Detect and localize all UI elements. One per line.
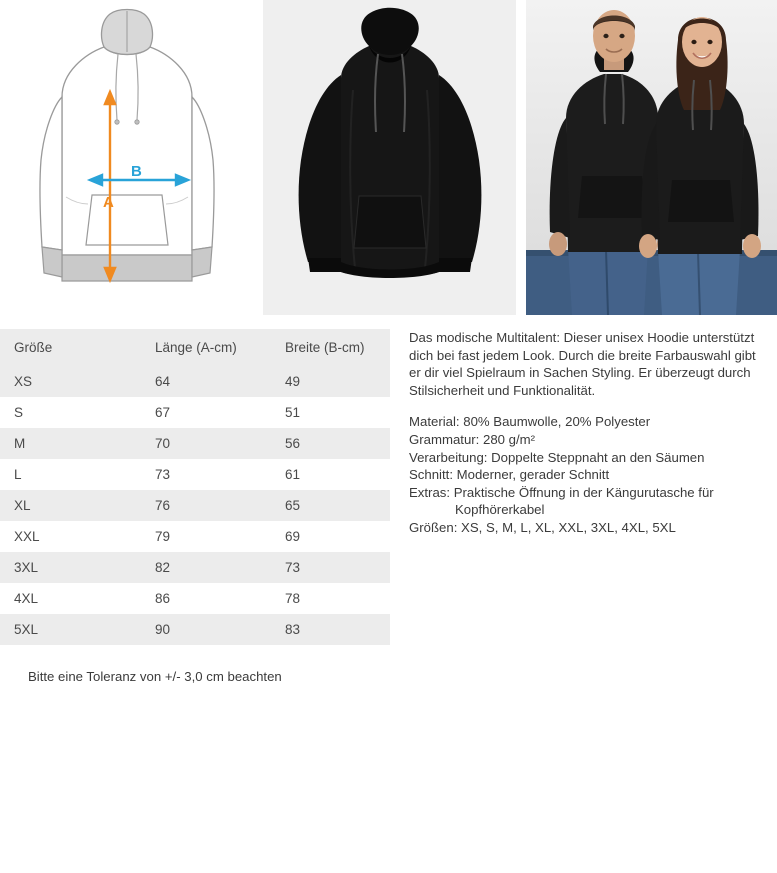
- cell-length: 86: [130, 583, 260, 614]
- hoodie-worn-by-models: [526, 0, 777, 315]
- size-table: [0, 329, 390, 645]
- size-table-header-length: Länge (A-cm): [130, 329, 260, 366]
- table-row: [0, 428, 390, 459]
- table-row: [0, 552, 390, 583]
- cell-width: 83: [260, 614, 390, 645]
- product-image-strip: [0, 0, 777, 315]
- cell-length: 79: [130, 521, 260, 552]
- cell-width: 69: [260, 521, 390, 552]
- cell-width: 56: [260, 428, 390, 459]
- size-table-header-width: Breite (B-cm): [260, 329, 390, 366]
- hoodie-flat-black: [263, 0, 516, 315]
- spec-fit: Schnitt: Moderner, gerader Schnitt: [409, 467, 610, 483]
- table-row: [0, 614, 390, 645]
- cell-width: 78: [260, 583, 390, 614]
- cell-length: 70: [130, 428, 260, 459]
- cell-size: 5XL: [0, 614, 130, 645]
- cell-length: 67: [130, 397, 260, 428]
- cell-size: XL: [0, 490, 130, 521]
- spec-extras: Extras: Praktische Öffnung in der Kängurutasche für: [409, 484, 714, 500]
- size-table-header-row: [0, 329, 390, 366]
- measure-label-b: B: [131, 163, 142, 180]
- tolerance-note: Bitte eine Toleranz von +/- 3,0 cm beachten: [28, 669, 282, 684]
- spec-material: Material: 80% Baumwolle, 20% Polyester: [409, 414, 651, 430]
- cell-length: 90: [130, 614, 260, 645]
- spec-processing: Verarbeitung: Doppelte Steppnaht an den Säumen: [409, 449, 705, 465]
- table-row: [0, 490, 390, 521]
- cell-width: 73: [260, 552, 390, 583]
- cell-size: S: [0, 397, 130, 428]
- cell-size: L: [0, 459, 130, 490]
- cell-size: 4XL: [0, 583, 130, 614]
- cell-size: XS: [0, 366, 130, 397]
- spec-weight: Grammatur: 280 g/m²: [409, 431, 536, 447]
- product-description: [390, 329, 769, 645]
- spec-sizes: Größen: XS, S, M, L, XL, XXL, 3XL, 4XL, 5XL: [409, 519, 676, 535]
- cell-size: XXL: [0, 521, 130, 552]
- table-row: [0, 459, 390, 490]
- cell-size: M: [0, 428, 130, 459]
- measure-label-a: A: [103, 194, 114, 211]
- spec-extras-cont: Kopfhörerkabel: [455, 502, 545, 518]
- model-photo-svg: [526, 0, 777, 315]
- cell-width: 51: [260, 397, 390, 428]
- size-table-header-size: Größe: [0, 329, 130, 366]
- cell-length: 73: [130, 459, 260, 490]
- cell-length: 64: [130, 366, 260, 397]
- cell-length: 76: [130, 490, 260, 521]
- technical-drawing-svg: [0, 0, 253, 315]
- cell-width: 49: [260, 366, 390, 397]
- table-row: [0, 397, 390, 428]
- table-row: [0, 583, 390, 614]
- cell-width: 61: [260, 459, 390, 490]
- flat-hoodie-svg: [263, 0, 516, 315]
- table-row: [0, 521, 390, 552]
- description-intro: Das modische Multitalent: Dieser unisex Hoodie unterstützt dich bei fast jedem Look. Durch die breite Farbauswahl gibt er dir viel Spielraum in Sachen Styling. Er überzeugt durch Stilsicherheit und Funktionalität.: [409, 330, 756, 398]
- table-row: [0, 366, 390, 397]
- hoodie-technical-drawing: [0, 0, 253, 315]
- details-section: [0, 329, 777, 645]
- cell-length: 82: [130, 552, 260, 583]
- cell-size: 3XL: [0, 552, 130, 583]
- cell-width: 65: [260, 490, 390, 521]
